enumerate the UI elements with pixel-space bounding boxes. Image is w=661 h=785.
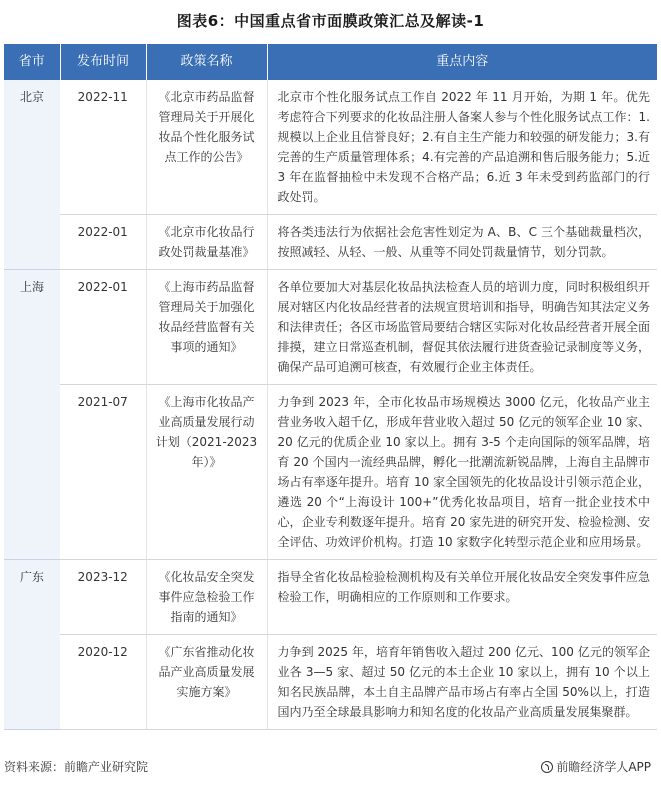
content-cell: 各单位要加大对基层化妆品执法检查人员的培训力度，同时积极组织开展对辖区内化妆品经营者的法规宣贯培训和指导，明确告知其法定义务和法律责任；各区市场监管局要结合辖区实际对化妆品经营者开展全面排摸，建立日常巡查机制，督促其依法履行进货查验记录制度等义务，确保产品可追溯可核查，有效履行企业主体责任。 — [267, 270, 657, 385]
brand-credit — [541, 758, 651, 775]
date-cell: 2022-01 — [60, 270, 146, 385]
date-cell: 2022-01 — [60, 215, 146, 270]
content-cell: 将各类违法行为依据社会危害性划定为 A、B、C 三个基础裁量档次，按照减轻、从轻、一般、从重等不同处罚裁量情节，划分罚款。 — [267, 215, 657, 270]
policy-name-cell: 《上海市药品监督管理局关于加强化妆品经营监督有关事项的通知》 — [146, 270, 267, 385]
header-key-content: 重点内容 — [267, 44, 657, 80]
brand-name: 前瞻经济学人APP — [556, 760, 651, 774]
table-row — [4, 80, 657, 215]
policy-name-cell: 《北京市药品监督管理局关于开展化妆品个性化服务试点工作的公告》 — [146, 80, 267, 215]
source-note: 资料来源：前瞻产业研究院 — [4, 760, 149, 774]
province-cell: 北京 — [4, 80, 60, 270]
policy-name-cell: 《北京市化妆品行政处罚裁量基准》 — [146, 215, 267, 270]
table-header-row — [4, 44, 657, 80]
header-province: 省市 — [4, 44, 60, 80]
page-title: 图表6：中国重点省市面膜政策汇总及解读-1 — [176, 12, 485, 30]
date-cell: 2020-12 — [60, 635, 146, 730]
date-cell: 2022-11 — [60, 80, 146, 215]
header-policy-name: 政策名称 — [146, 44, 267, 80]
date-cell: 2021-07 — [60, 385, 146, 560]
province-cell: 上海 — [4, 270, 60, 560]
table-row — [4, 385, 657, 560]
content-cell: 力争到 2025 年，培育年销售收入超过 200 亿元、100 亿元的领军企业各 3—5 家、超过 50 亿元的本土企业 10 家以上，拥有 10 个以上知名民族品牌，本土自主品牌产品市场占有率占全国 50%以上，打造国内乃至全球最具影响力和知名度的化妆品产业高质量发展集聚群。 — [267, 635, 657, 730]
table-row — [4, 215, 657, 270]
table-row — [4, 560, 657, 635]
policy-name-cell: 《化妆品安全突发事件应急检验工作指南的通知》 — [146, 560, 267, 635]
content-cell: 指导全省化妆品检验检测机构及有关单位开展化妆品安全突发事件应急检验工作，明确相应的工作原则和工作要求。 — [267, 560, 657, 635]
table-row — [4, 635, 657, 730]
policy-name-cell: 《上海市化妆品产业高质量发展行动计划（2021-2023 年）》 — [146, 385, 267, 560]
date-cell: 2023-12 — [60, 560, 146, 635]
content-cell: 北京市个性化服务试点工作自 2022 年 11 月开始，为期 1 年。优先考虑符合下列要求的化妆品注册人备案人参与个性化服务试点工作：1.规模以上企业且信誉良好；2.有自主生产能力和较强的研发能力；3.有完善的生产质量管理体系；4.有完善的产品追溯和售后服务能力；5.近 3 年在监督抽检中未发现不合格产品；6.近 3 年未受到药监部门的行政处罚。 — [267, 80, 657, 215]
header-date: 发布时间 — [60, 44, 146, 80]
policy-name-cell: 《广东省推动化妆品产业高质量发展实施方案》 — [146, 635, 267, 730]
brand-logo-icon — [541, 761, 553, 773]
content-cell: 力争到 2023 年，全市化妆品市场规模达 3000 亿元，化妆品产业主营业务收入超千亿，形成年营业收入超过 50 亿元的领军企业 10 家、20 亿元的优质企业 10 家以上。拥有 3-5 个走向国际的领军品牌，培育 20 个国内一流经典品牌，孵化一批潮流新锐品牌，上海自主品牌市场占有率逐年提升。培育 10 家全国领先的化妆品设计引领示范企业，遴选 20 个“上海设计 100+”优秀化妆品项目，培育一批企业技术中心，企业专利数逐年提升。培育 20 家先进的研究开发、检验检测、安全评估、功效评价机构。打造 10 家数字化转型示范企业和应用场景。 — [267, 385, 657, 560]
province-cell: 广东 — [4, 560, 60, 730]
policy-table — [4, 44, 657, 730]
table-row — [4, 270, 657, 385]
